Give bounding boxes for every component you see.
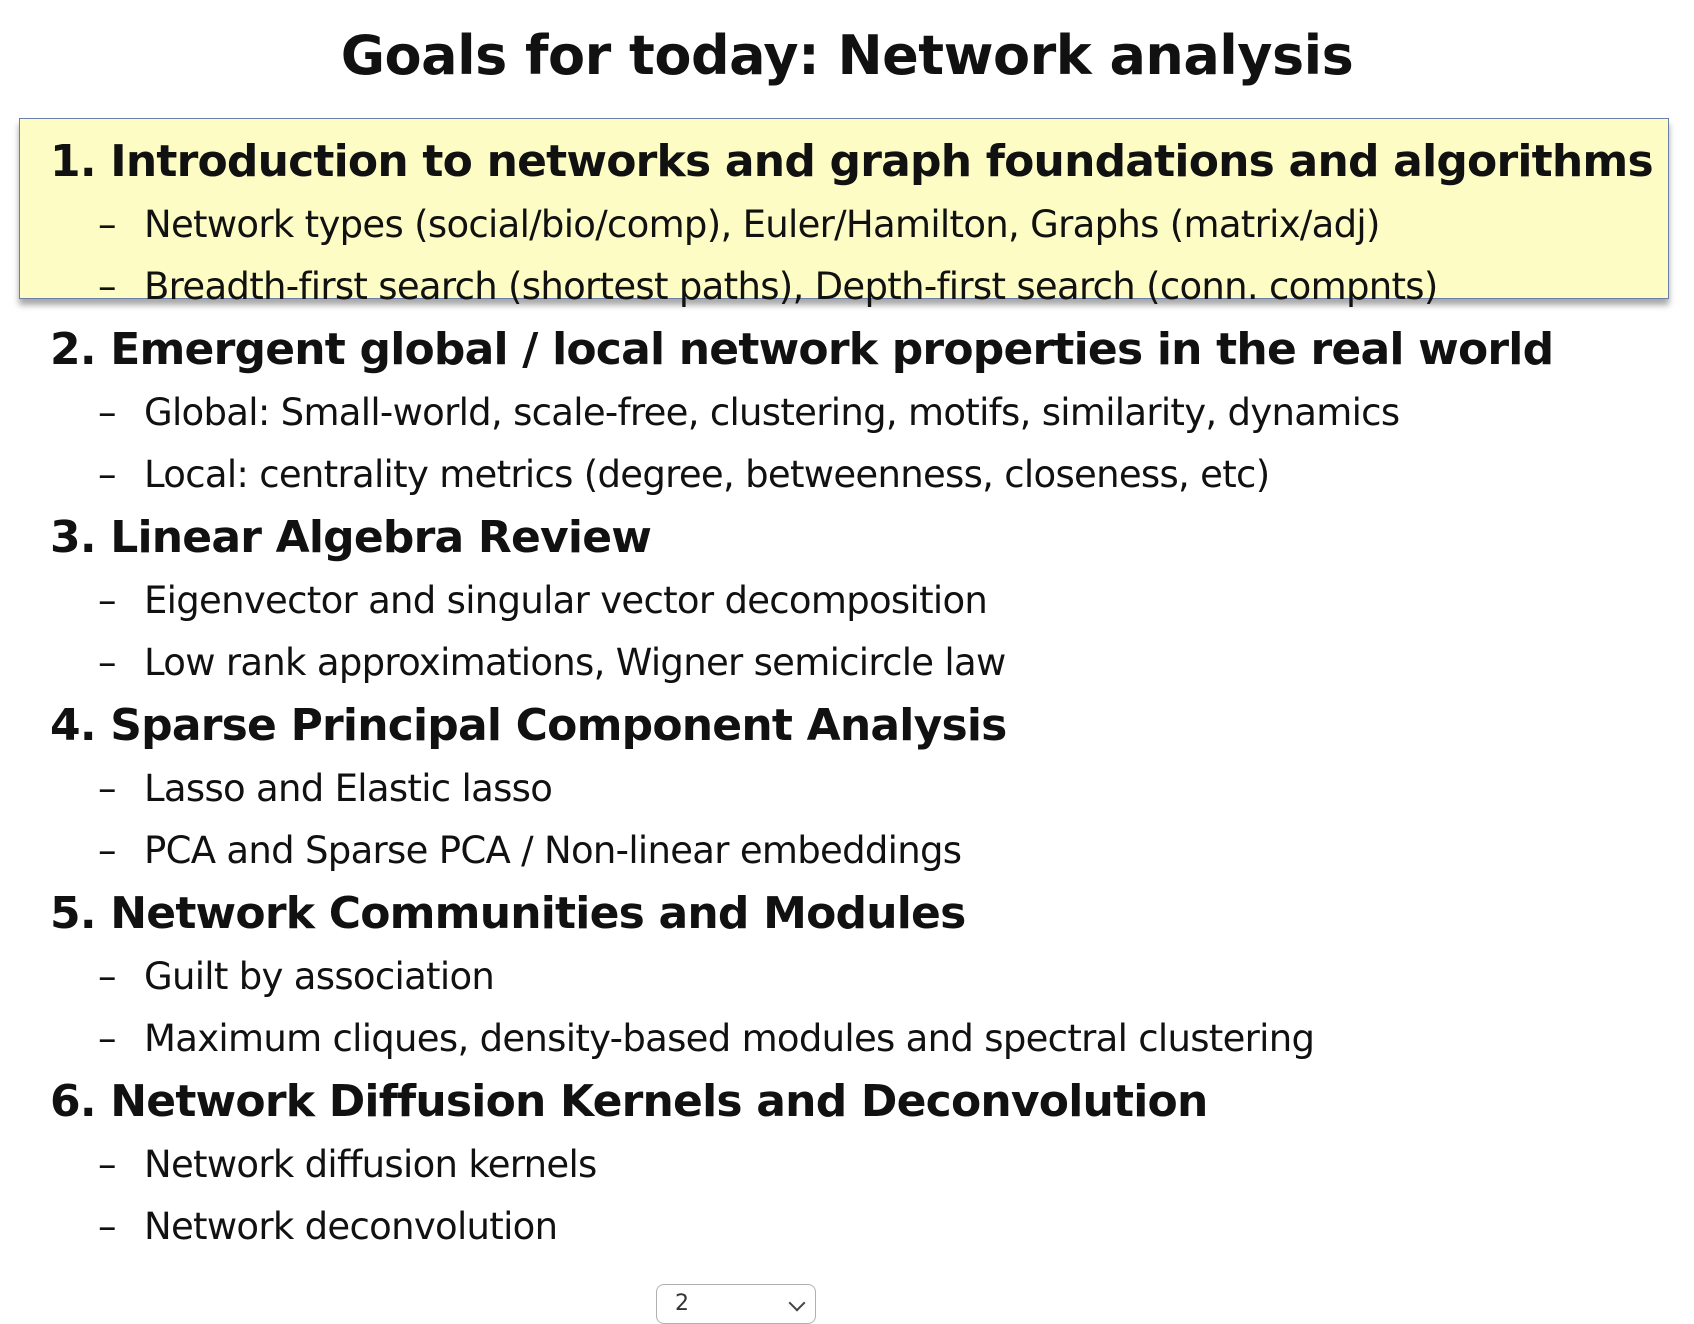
list-item bbox=[50, 1008, 1670, 1070]
dash-bullet: – bbox=[98, 1017, 116, 1060]
section-heading: 3. Linear Algebra Review bbox=[50, 512, 652, 563]
section-5 bbox=[50, 882, 1670, 1070]
item-text: Global: Small-world, scale-free, clustering, motifs, similarity, dynamics bbox=[144, 391, 1400, 434]
item-text: Lasso and Elastic lasso bbox=[144, 767, 553, 810]
list-item bbox=[50, 570, 1670, 632]
section-heading: 6. Network Diffusion Kernels and Deconvolution bbox=[50, 1076, 1208, 1127]
dash-bullet: – bbox=[98, 641, 116, 684]
dash-bullet: – bbox=[98, 391, 116, 434]
item-text: Guilt by association bbox=[144, 955, 495, 998]
list-item bbox=[50, 382, 1670, 444]
section-1 bbox=[50, 130, 1670, 318]
item-text: Local: centrality metrics (degree, betweenness, closeness, etc) bbox=[144, 453, 1270, 496]
dash-bullet: – bbox=[98, 579, 116, 622]
list-item bbox=[50, 1196, 1670, 1258]
dash-bullet: – bbox=[98, 203, 116, 246]
item-text: Maximum cliques, density-based modules and spectral clustering bbox=[144, 1017, 1315, 1060]
list-item bbox=[50, 444, 1670, 506]
section-heading: 2. Emergent global / local network properties in the real world bbox=[50, 324, 1554, 375]
section-4 bbox=[50, 694, 1670, 882]
item-text: Eigenvector and singular vector decomposition bbox=[144, 579, 988, 622]
page-select-value: 2 bbox=[675, 1291, 689, 1316]
list-item bbox=[50, 1134, 1670, 1196]
list-item bbox=[50, 632, 1670, 694]
section-heading: 5. Network Communities and Modules bbox=[50, 888, 966, 939]
sub-list bbox=[50, 570, 1670, 694]
list-item bbox=[50, 946, 1670, 1008]
sub-list bbox=[50, 946, 1670, 1070]
item-text: PCA and Sparse PCA / Non-linear embeddings bbox=[144, 829, 962, 872]
item-text: Breadth-first search (shortest paths), Depth-first search (conn. compnts) bbox=[144, 265, 1438, 308]
slide-title: Goals for today: Network analysis bbox=[340, 24, 1354, 87]
dash-bullet: – bbox=[98, 955, 116, 998]
section-3 bbox=[50, 506, 1670, 694]
dash-bullet: – bbox=[98, 767, 116, 810]
dash-bullet: – bbox=[98, 1205, 116, 1248]
dash-bullet: – bbox=[98, 1143, 116, 1186]
page-select-dropdown[interactable] bbox=[656, 1284, 816, 1324]
sub-list bbox=[50, 758, 1670, 882]
goals-outline bbox=[50, 130, 1670, 1258]
list-item bbox=[50, 820, 1670, 882]
list-item bbox=[50, 256, 1670, 318]
list-item bbox=[50, 194, 1670, 256]
sub-list bbox=[50, 382, 1670, 506]
sub-list bbox=[50, 194, 1670, 318]
dash-bullet: – bbox=[98, 265, 116, 308]
item-text: Network deconvolution bbox=[144, 1205, 558, 1248]
section-heading: 4. Sparse Principal Component Analysis bbox=[50, 700, 1007, 751]
dash-bullet: – bbox=[98, 829, 116, 872]
sub-list bbox=[50, 1134, 1670, 1258]
section-6 bbox=[50, 1070, 1670, 1258]
section-2 bbox=[50, 318, 1670, 506]
item-text: Low rank approximations, Wigner semicircle law bbox=[144, 641, 1006, 684]
item-text: Network types (social/bio/comp), Euler/Hamilton, Graphs (matrix/adj) bbox=[144, 203, 1380, 246]
chevron-down-icon bbox=[789, 1295, 806, 1312]
dash-bullet: – bbox=[98, 453, 116, 496]
item-text: Network diffusion kernels bbox=[144, 1143, 597, 1186]
list-item bbox=[50, 758, 1670, 820]
section-heading: 1. Introduction to networks and graph foundations and algorithms bbox=[50, 136, 1653, 187]
